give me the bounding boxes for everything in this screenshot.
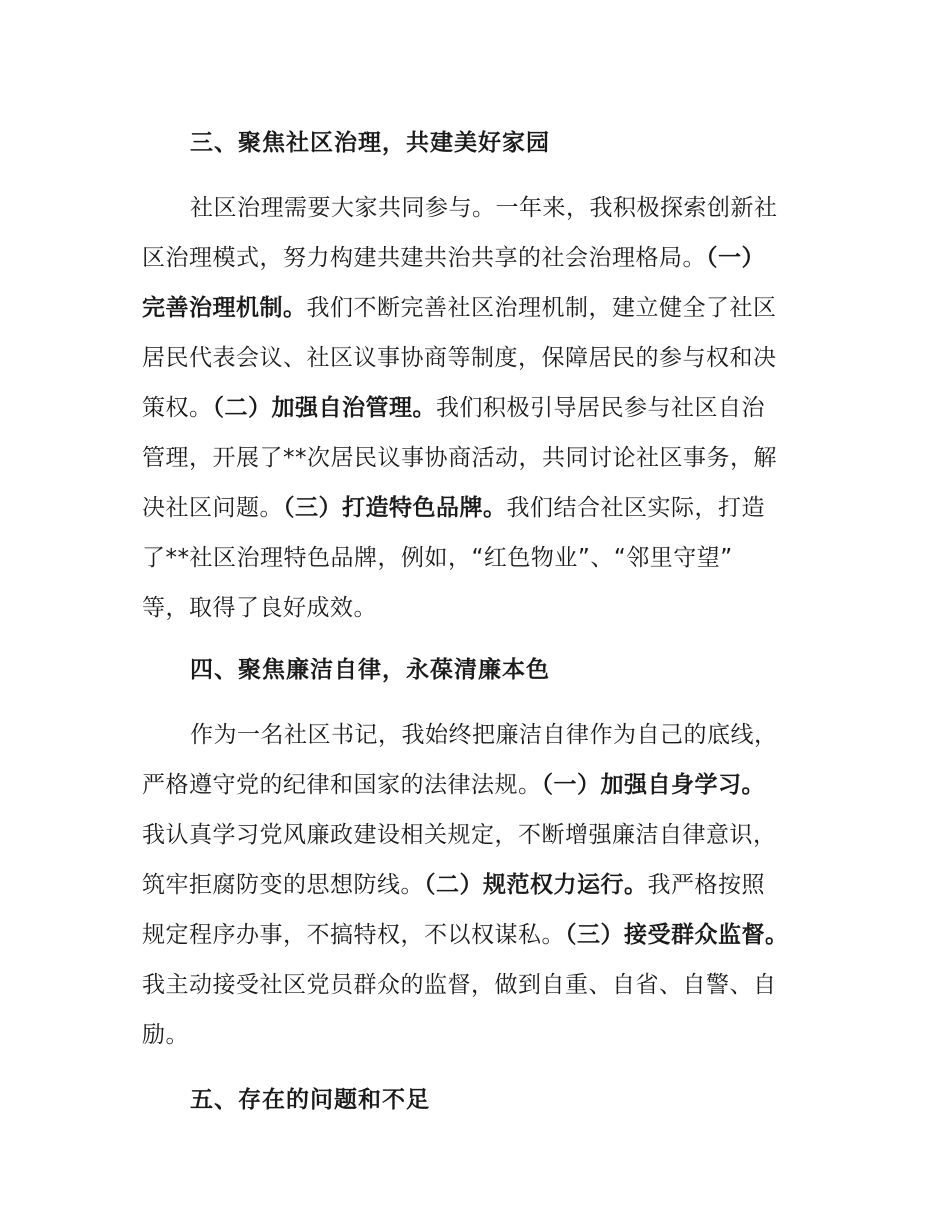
paragraph-line: 严格遵守党的纪律和国家的法律法规。（一）加强自身学习。: [142, 772, 765, 798]
paragraph-line: 我主动接受社区党员群众的监督，做到自重、自省、自警、自: [142, 972, 777, 998]
section-3-paragraph: [142, 183, 842, 633]
paragraph-line: 社区治理需要大家共同参与。一年来，我积极探索创新社: [190, 195, 778, 221]
section-3-heading: 三、聚焦社区治理，共建美好家园: [190, 130, 550, 156]
paragraph-line: 我认真学习党风廉政建设相关规定，不断增强廉洁自律意识，: [142, 822, 777, 848]
paragraph-line: 等，取得了良好成效。: [142, 595, 377, 621]
paragraph-line: 管理，开展了**次居民议事协商活动，共同讨论社区事务，解: [142, 445, 777, 471]
section-4-heading: 四、聚焦廉洁自律，永葆清廉本色: [190, 657, 550, 683]
section-4-paragraph: [142, 710, 842, 1060]
paragraph-line: 策权。（二）加强自治管理。我们积极引导居民参与社区自治: [142, 395, 765, 421]
paragraph-line: 完善治理机制。我们不断完善社区治理机制，建立健全了社区: [142, 295, 777, 321]
paragraph-line: 居民代表会议、社区议事协商等制度，保障居民的参与权和决: [142, 345, 777, 371]
paragraph-line: 区治理模式，努力构建共建共治共享的社会治理格局。（一）: [142, 245, 765, 271]
paragraph-line: 了**社区治理特色品牌，例如，“红色物业”、“邻里守望”: [142, 545, 733, 571]
paragraph-line: 励。: [142, 1022, 189, 1048]
paragraph-line: 决社区问题。（三）打造特色品牌。我们结合社区实际，打造: [142, 495, 765, 521]
paragraph-line: 筑牢拒腐防变的思想防线。（二）规范权力运行。我严格按照: [142, 872, 765, 898]
paragraph-line: 规定程序办事，不搞特权，不以权谋私。（三）接受群众监督。: [142, 922, 789, 948]
paragraph-line: 作为一名社区书记，我始终把廉洁自律作为自己的底线，: [190, 722, 778, 748]
section-5-heading: 五、存在的问题和不足: [190, 1087, 430, 1113]
